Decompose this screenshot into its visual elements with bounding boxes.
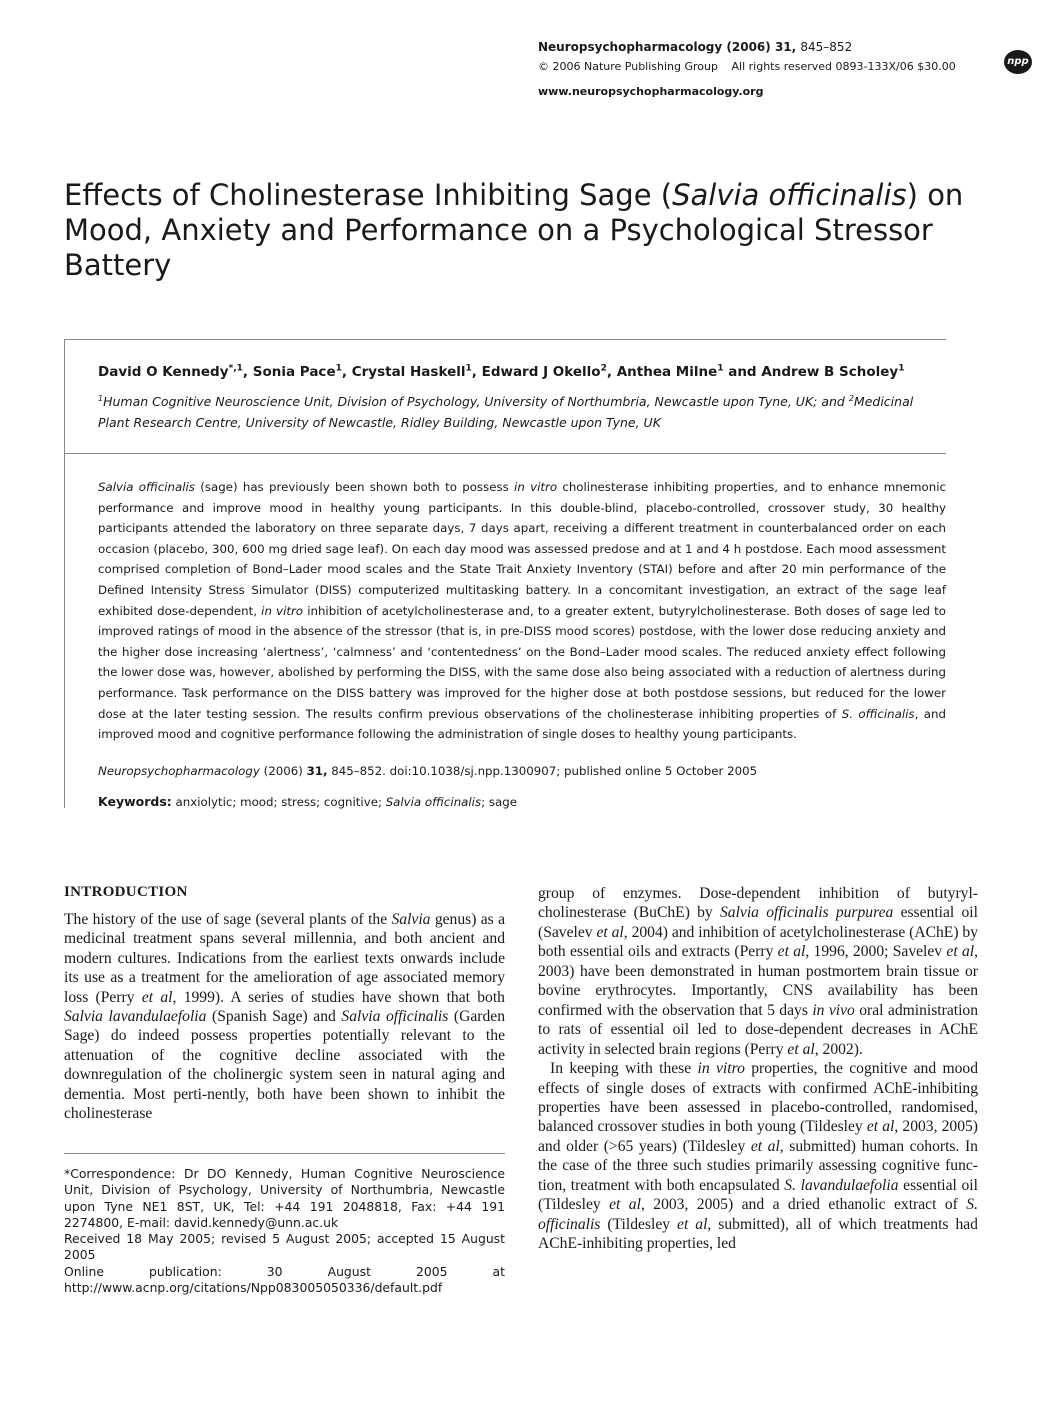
divider (64, 453, 946, 454)
logo-text: npp (1007, 56, 1029, 67)
article-title (64, 178, 964, 283)
keywords: Keywords: anxiolytic; mood; stress; cognitive; Salvia officinalis; sage (98, 794, 517, 809)
right-column (538, 884, 978, 1254)
title-text-rest: ) on Mood, Anxiety and Performance on a Psychological Stressor Battery (64, 178, 964, 282)
title-text: Effects of Cholinesterase Inhibiting Sage ( (64, 178, 673, 212)
article-citation: Neuropsychopharmacology (2006) 31, 845–852. doi:10.1038/sj.npp.1300907; published online 5 October 2005 (98, 764, 758, 778)
title-species: Salvia officinalis (672, 178, 907, 212)
online-publication-note: Online publication: 30 August 2005 at http://www.acnp.org/citations/Npp083005050336/default.pdf (64, 1263, 505, 1296)
author: Anthea Milne$^1$ and (616, 363, 762, 380)
journal-citation-header (538, 40, 852, 54)
divider (64, 339, 946, 340)
author: Andrew B Scholey$^1$ (761, 363, 905, 380)
intro-paragraph: The history of the use of sage (several plants of the Salvia genus) as a medicinal treatment spans several millennia, and both ancient and modern cultures. Indications from the earliest texts onwards include its use as a treatment for the amelioration of age associated memory loss (Perry et al, 1999). A series of studies have shown that both Salvia lavandulaefolia (Spanish Sage) and Salvia officinalis (Garden Sage) do indeed possess properties potentially relevant to the attenuation of the cognitive decline associated with the downregulation of the cholinergic system seen in natural aging and dementia. Most perti-nently, both have been shown to inhibit the cholinesterase (64, 911, 505, 1123)
author: Crystal Haskell$^1$, (351, 363, 482, 380)
received-dates: Received 18 May 2005; revised 5 August 2005; accepted 15 August 2005 (64, 1231, 505, 1263)
divider (64, 339, 65, 454)
author: Sonia Pace$^1$, (252, 363, 352, 380)
author-list (98, 363, 904, 380)
correspondence-note: *Correspondence: Dr DO Kennedy, Human Cognitive Neuroscience Unit, Division of Psychology, University of Northumbria, Newcastle upon Tyne NE1 8ST, UK, Tel: +44 191 2048818, Fax: +44 191 2274800, E-mail: david.kennedy@unn.ac.uk (64, 1166, 505, 1230)
footnote-divider (64, 1153, 505, 1154)
intro-paragraph-2: In keeping with these in vitro properties, the cognitive and mood effects of single doses of extracts with confirmed AChE-inhibiting properties have been assessed in placebo-controlled, randomised, balanced crossover studies in both young (Tildesley et al, 2003, 2005) and older (>65 years) (Tildesley et al, submitted) human cohorts. In the case of the three such studies primarily assessing cognitive func-tion, treatment with both encapsulated S. lavandulaefolia essential oil (Tildesley et al, 2003, 2005) and a dried ethanolic extract of S. officinalis (Tildesley et al, submitted), all of which treatments had AChE-inhibiting properties, led (538, 1060, 978, 1253)
author: David O Kennedy$^{*,1}$, (98, 363, 253, 380)
page-range: 845–852 (800, 40, 853, 54)
abstract: Salvia officinalis (sage) has previously been shown both to possess in vitro cholinesterase inhibiting properties, and to enhance mnemonic performance and improve mood in healthy young participants. In this double-blind, placebo-controlled, crossover study, 30 healthy participants attended the laboratory on three separate days, 7 days apart, receiving a different treatment in counterbalanced order on each occasion (placebo, 300, 600 mg dried sage leaf). On each day mood was assessed predose and at 1 and 4 h postdose. Each mood assessment comprised completion of Bond–Lader mood scales and the State Trait Anxiety Inventory (STAI) before and after 20 min performance of the Defined Intensity Stress Simulator (DISS) computerized multitasking battery. In a concomitant investigation, an extract of the sage leaf exhibited dose-dependent, in vitro inhibition of acetylcholinesterase and, to a greater extent, butyrylcholinesterase. Both doses of sage led to improved ratings of mood in the absence of the stressor (that is, in pre-DISS mood scores) postdose, with the lower dose reducing anxiety and the higher dose increasing ‘alertness’, ‘calmness’ and ‘contentedness’ on the Bond–Lader mood scales. The reduced anxiety effect following the lower dose was, however, abolished by performing the DISS, with the same dose also being associated with a reduction of alertness during performance. Task performance on the DISS battery was improved for the higher dose at both postdose sessions, but reduced for the lower dose at the later testing session. The results confirm previous observations of the cholinesterase inhibiting properties of S. officinalis, and improved mood and cognitive performance following the administration of single doses to healthy young participants. (98, 480, 946, 742)
journal-website-link[interactable]: www.neuropsychopharmacology.org (538, 85, 764, 98)
left-column (64, 884, 505, 1123)
rights-text: All rights reserved 0893-133X/06 $30.00 (731, 60, 956, 73)
intro-paragraph-continued: group of enzymes. Dose-dependent inhibition of butyryl-cholinesterase (BuChE) by Salvia officinalis purpurea essential oil (Savelev et al, 2004) and inhibition of acetylcholinesterase (AChE) by both essential oils and extracts (Perry et al, 1996, 2000; Savelev et al, 2003) have been demonstrated in human postmortem brain tissue or bovine erythrocytes. Importantly, CNS availability has been confirmed with the observation that 5 days in vivo oral administration to rats of essential oil led to dose-dependent decreases in AChE activity in selected brain regions (Perry et al, 2002). (538, 885, 979, 1058)
divider (64, 453, 65, 808)
author: Edward J Okello$^2$, (481, 363, 617, 380)
copyright-text: © 2006 Nature Publishing Group (538, 60, 718, 73)
footnotes (64, 1166, 505, 1296)
copyright-line (538, 60, 956, 73)
journal-name: Neuropsychopharmacology (2006) 31, (538, 40, 797, 54)
section-heading: INTRODUCTION (64, 884, 188, 900)
affiliations: $^1$Human Cognitive Neuroscience Unit, Division of Psychology, University of Northumbria, Newcastle upon Tyne, UK; and $^2$Medicinal Plant Research Centre, University of Newcastle, Ridley Building, Newcastle upon Tyne, UK (98, 394, 914, 431)
npp-logo (1004, 50, 1032, 74)
keywords-label: Keywords: (98, 794, 172, 809)
